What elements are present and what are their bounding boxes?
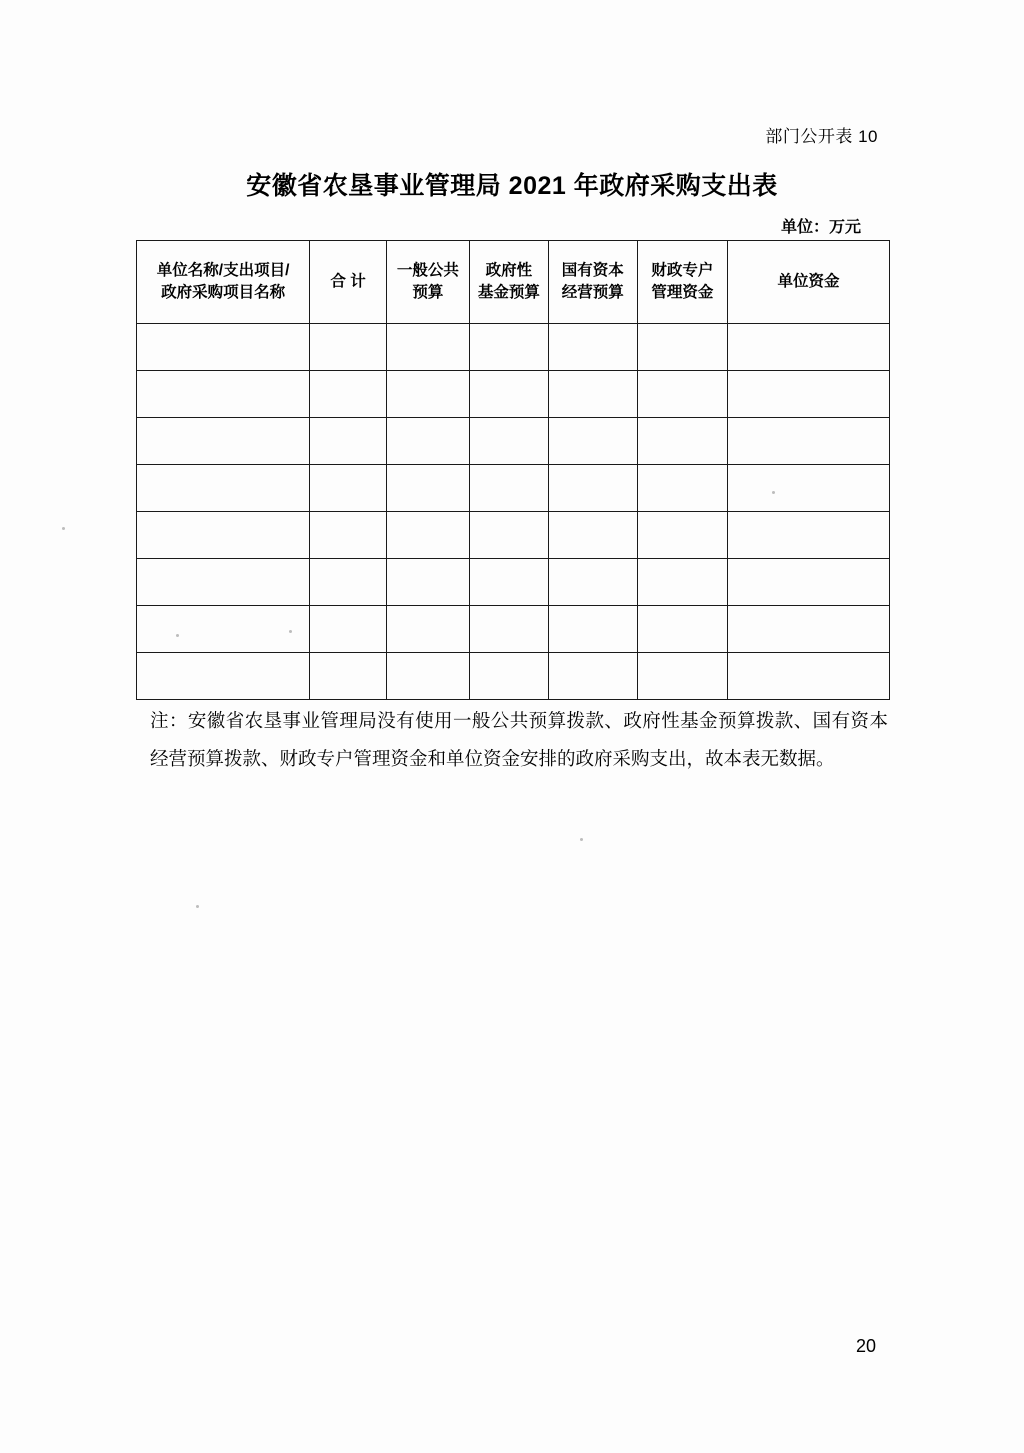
column-header-line: 国有资本 [561,261,624,279]
table-cell [548,653,637,700]
page-number: 20 [855,1336,876,1356]
column-header-line: 单位名称/支出项目/ [156,261,290,279]
table-cell [728,559,890,606]
scan-speck [580,838,583,841]
table-cell [637,606,727,653]
table-cell [637,465,727,512]
table-cell [137,653,310,700]
table-cell [310,512,387,559]
table-cell [310,418,387,465]
page-title: 安徽省农垦事业管理局 2021 年政府采购支出表 [246,172,778,200]
column-header-line: 基金预算 [477,284,540,301]
table-cell [310,653,387,700]
table-cell [469,371,548,418]
column-header-line: 政府采购项目名称 [161,284,286,301]
table-cell [310,606,387,653]
table-row [137,418,890,465]
table-cell [469,653,548,700]
table-row [137,512,890,559]
column-header-line: 财政专户 [651,261,714,279]
column-header-general-public-budget [386,241,469,324]
table-cell [548,512,637,559]
table-cell [728,418,890,465]
table-cell [637,653,727,700]
document-header-label: 部门公开表 10 [765,127,878,146]
table-cell [728,512,890,559]
table-cell [386,371,469,418]
scan-speck [176,634,179,637]
table-cell [548,418,637,465]
table-cell [469,559,548,606]
table-cell [386,465,469,512]
table-cell [137,465,310,512]
column-header-line: 政府性 [485,261,533,279]
table-cell [728,606,890,653]
table-cell [637,512,727,559]
table-cell [548,606,637,653]
table-cell [548,559,637,606]
table-cell [310,559,387,606]
table-cell [386,512,469,559]
table-cell [469,324,548,371]
procurement-table [136,240,890,700]
table-row [137,653,890,700]
table-cell [469,606,548,653]
column-header-project-name [137,241,310,324]
column-header-line: 经营预算 [561,284,624,301]
table-row [137,606,890,653]
table-cell [548,465,637,512]
table-header-row [137,241,890,324]
scan-speck [196,905,199,908]
table-row [137,559,890,606]
table-cell [548,371,637,418]
table-cell [728,371,890,418]
column-header-line: 一般公共 [396,261,459,279]
table-cell [469,512,548,559]
table-cell [137,606,310,653]
table-row [137,371,890,418]
table-cell [728,324,890,371]
table-cell [386,324,469,371]
table-cell [728,465,890,512]
unit-note: 单位：万元 [780,219,861,236]
table-cell [386,418,469,465]
column-header-line: 合 计 [330,272,366,290]
table-cell [137,559,310,606]
table-cell [137,371,310,418]
column-header-state-capital-budget [548,241,637,324]
table-cell [386,606,469,653]
column-header-line: 预算 [412,284,444,301]
column-header-government-fund-budget [469,241,548,324]
table-cell [469,418,548,465]
table-cell [637,324,727,371]
table-body [137,324,890,700]
table-cell [137,324,310,371]
table-cell [310,465,387,512]
table-cell [637,371,727,418]
table-footnote: 注：安徽省农垦事业管理局没有使用一般公共预算拨款、政府性基金预算拨款、国有资本经营预算拨款、财政专户管理资金和单位资金安排的政府采购支出，故本表无数据。 [150,710,888,769]
column-header-line: 单位资金 [777,272,840,290]
scan-speck [772,491,775,494]
table-cell [637,418,727,465]
table-cell [386,559,469,606]
table-cell [137,418,310,465]
scan-speck [62,527,65,530]
column-header-line: 管理资金 [651,284,714,301]
scan-speck [289,630,292,633]
column-header-fiscal-special-account [637,241,727,324]
table-cell [728,653,890,700]
column-header-total [310,241,387,324]
column-header-unit-funds [728,241,890,324]
table-cell [469,465,548,512]
table-cell [386,653,469,700]
table-row [137,465,890,512]
procurement-table-container [136,240,890,700]
table-cell [548,324,637,371]
table-cell [310,324,387,371]
table-cell [310,371,387,418]
table-cell [637,559,727,606]
table-row [137,324,890,371]
table-cell [137,512,310,559]
